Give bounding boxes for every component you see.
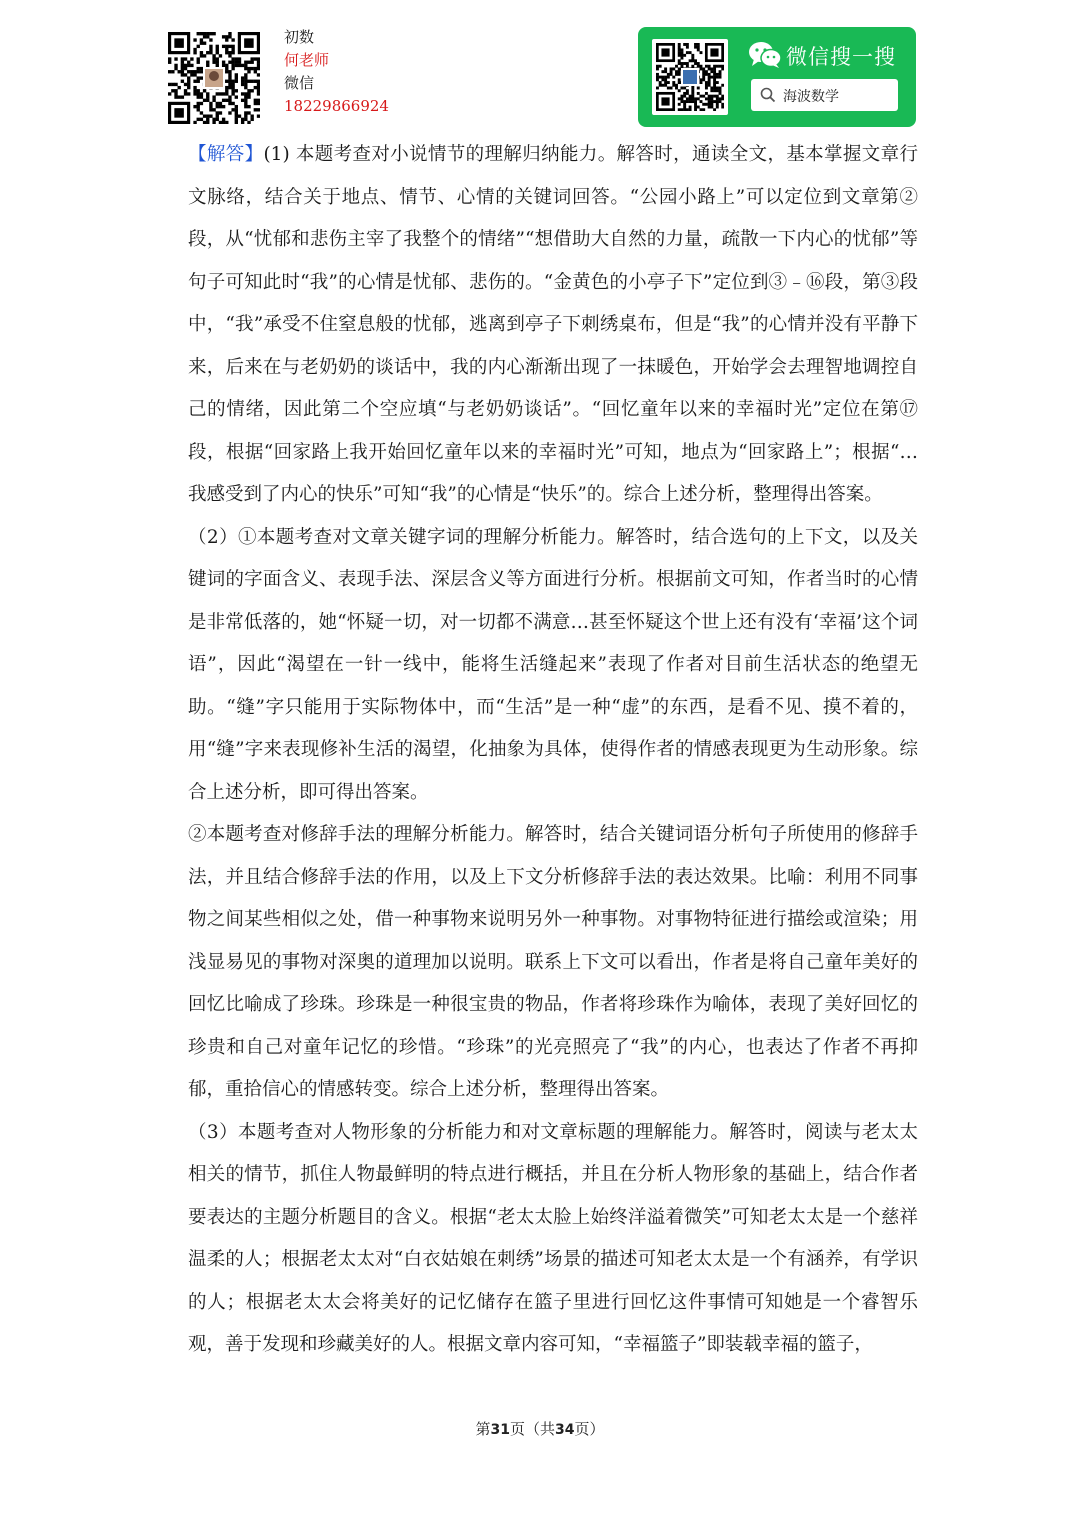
contact-subject: 初数 xyxy=(284,28,315,46)
wechat-search-title: 微信搜一搜 xyxy=(786,45,896,69)
answer-text-1: (1) 本题考查对小说情节的理解归纳能力。解答时，通读全文，基本掌握文章行文脉络，结合关于地点、情节、心情的关键词回答。“公园小路上”可以定位到文章第②段，从“忧郁和悲伤主宰了我整个的情绪”“想借助大自然的力量，疏散一下内心的忧郁”等句子可知此时“我”的心情是忧郁、悲伤的。“金黄色的小亭子下”定位到③﹣⑯段，第③段中，“我”承受不住窒息般的忧郁，逃离到亭子下刺绣桌布，但是“我”的心情并没有平静下来，后来在与老奶奶的谈话中，我的内心渐渐出现了一抹暖色，开始学会去理智地调控自己的情绪，因此第二个空应填“与老奶奶谈话”。“回忆童年以来的幸福时光”定位在第⑰段，根据“回家路上我开始回忆童年以来的幸福时光”可知，地点为“回家路上”；根据“…我感受到了内心的快乐”可知“我”的心情是“快乐”的。综合上述分析，整理得出答案。 xyxy=(188,144,918,505)
search-query-text: 海波数学 xyxy=(783,89,839,105)
qr-code-left xyxy=(168,32,260,124)
answer-body xyxy=(188,134,918,1367)
answer-paragraph-3: ②本题考查对修辞手法的理解分析能力。解答时，结合关键词语分析句子所使用的修辞手法，并且结合修辞手法的作用，以及上下文分析修辞手法的表达效果。比喻：利用不同事物之间某些相似之处，借一种事物来说明另外一种事物。对事物特征进行描绘或渲染；用浅显易见的事物对深奥的道理加以说明。联系上下文可以看出，作者是将自己童年美好的回忆比喻成了珍珠。珍珠是一种很宝贵的物品，作者将珍珠作为喻体，表现了美好回忆的珍贵和自己对童年记忆的珍惜。“珍珠”的光亮照亮了“我”的内心，也表达了作者不再抑郁，重拾信心的情感转变。综合上述分析，整理得出答案。 xyxy=(188,824,918,1100)
wechat-search-card[interactable] xyxy=(638,27,916,127)
page-footer xyxy=(0,1418,1080,1439)
answer-paragraph-2: （2）①本题考查对文章关键字词的理解分析能力。解答时，结合选句的上下文，以及关键词的字面含义、表现手法、深层含义等方面进行分析。根据前文可知，作者当时的心情是非常低落的，她“怀疑一切，对一切都不满意…甚至怀疑这个世上还有没有‘幸福’这个词语”，因此“渴望在一针一线中，能将生活缝起来”表现了作者对目前生活状态的绝望无助。“缝”字只能用于实际物体中，而“生活”是一种“虚”的东西，是看不见、摸不着的，用“缝”字来表现修补生活的渴望，化抽象为具体，使得作者的情感表现更为生动形象。综合上述分析，即可得出答案。 xyxy=(188,526,918,803)
search-icon xyxy=(760,87,776,103)
contact-teacher: 何老师 xyxy=(284,51,330,69)
footer-suffix: 页） xyxy=(574,1420,605,1438)
answer-paragraph-4: （3）本题考查对人物形象的分析能力和对文章标题的理解能力。解答时，阅读与老太太相关的情节，抓住人物最鲜明的特点进行概括，并且在分析人物形象的基础上，结合作者要表达的主题分析题目的含义。根据“老太太脸上始终洋溢着微笑”可知老太太是一个慈祥温柔的人；根据老太太对“白衣姑娘在刺绣”场景的描述可知老太太是一个有涵养，有学识的人；根据老太太会将美好的记忆储存在篮子里进行回忆这件事情可知她是一个睿智乐观，善于发现和珍藏美好的人。根据文章内容可知，“幸福篮子”即装载幸福的篮子， xyxy=(188,1121,918,1355)
answer-tag: 【解答】 xyxy=(188,144,264,165)
wechat-logo-icon xyxy=(748,41,782,69)
footer-prefix: 第 xyxy=(475,1420,491,1438)
answer-paragraph-1 xyxy=(188,134,918,517)
footer-mid: 页（共 xyxy=(509,1420,555,1438)
footer-total-pages: 34 xyxy=(555,1422,575,1438)
footer-page-number: 31 xyxy=(490,1422,510,1438)
contact-info xyxy=(284,26,389,118)
wechat-search-box[interactable] xyxy=(751,79,898,111)
contact-wechat-label: 微信 xyxy=(284,74,315,92)
qr-code-right xyxy=(652,39,728,115)
contact-phone: 18229866924 xyxy=(284,97,389,115)
